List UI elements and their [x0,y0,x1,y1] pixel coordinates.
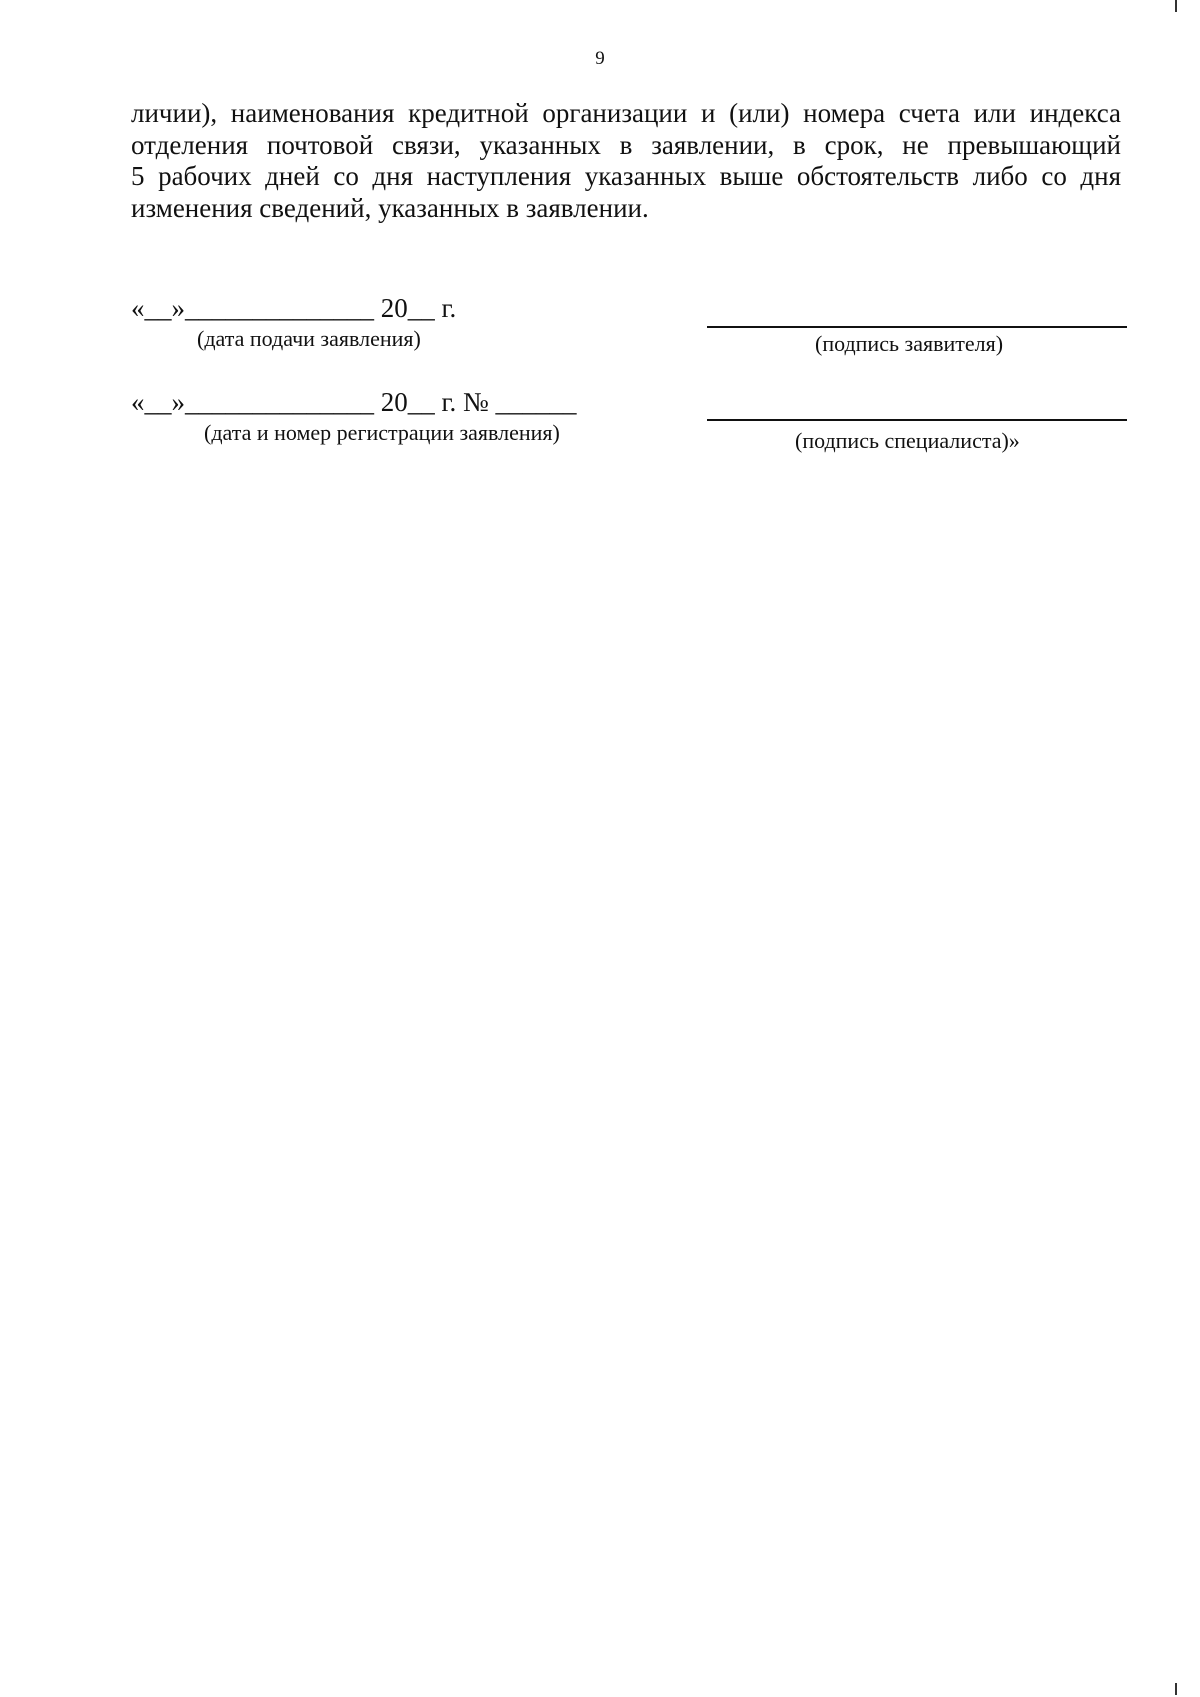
registration-date-field: «__»______________ 20__ г. № ______ [131,387,577,417]
specialist-signature-line [707,419,1127,421]
submission-date-caption: (дата подачи заявления) [197,326,421,351]
specialist-signature-caption: (подпись специалиста)» [795,428,1020,453]
page-number: 9 [595,48,605,69]
body-paragraph [131,98,1121,224]
scan-edge-mark-bottom [1175,1683,1177,1695]
body-line-4: изменения сведений, указанных в заявлении. [131,192,649,223]
registration-date-caption: (дата и номер регистрации заявления) [204,420,560,445]
body-line-1: личии), наименования кредитной организации и (или) номера счета или индекса [131,98,1121,128]
submission-date-field: «__»______________ 20__ г. [131,293,457,323]
body-line-2: отделения почтовой связи, указанных в заявлении, в срок, не превышающий [131,129,1121,160]
applicant-signature-caption: (подпись заявителя) [815,331,1004,356]
applicant-signature-line [707,326,1127,328]
scan-edge-mark-top [1175,0,1177,12]
body-line-3: 5 рабочих дней со дня наступления указанных выше обстоятельств либо со дня [131,161,1121,191]
